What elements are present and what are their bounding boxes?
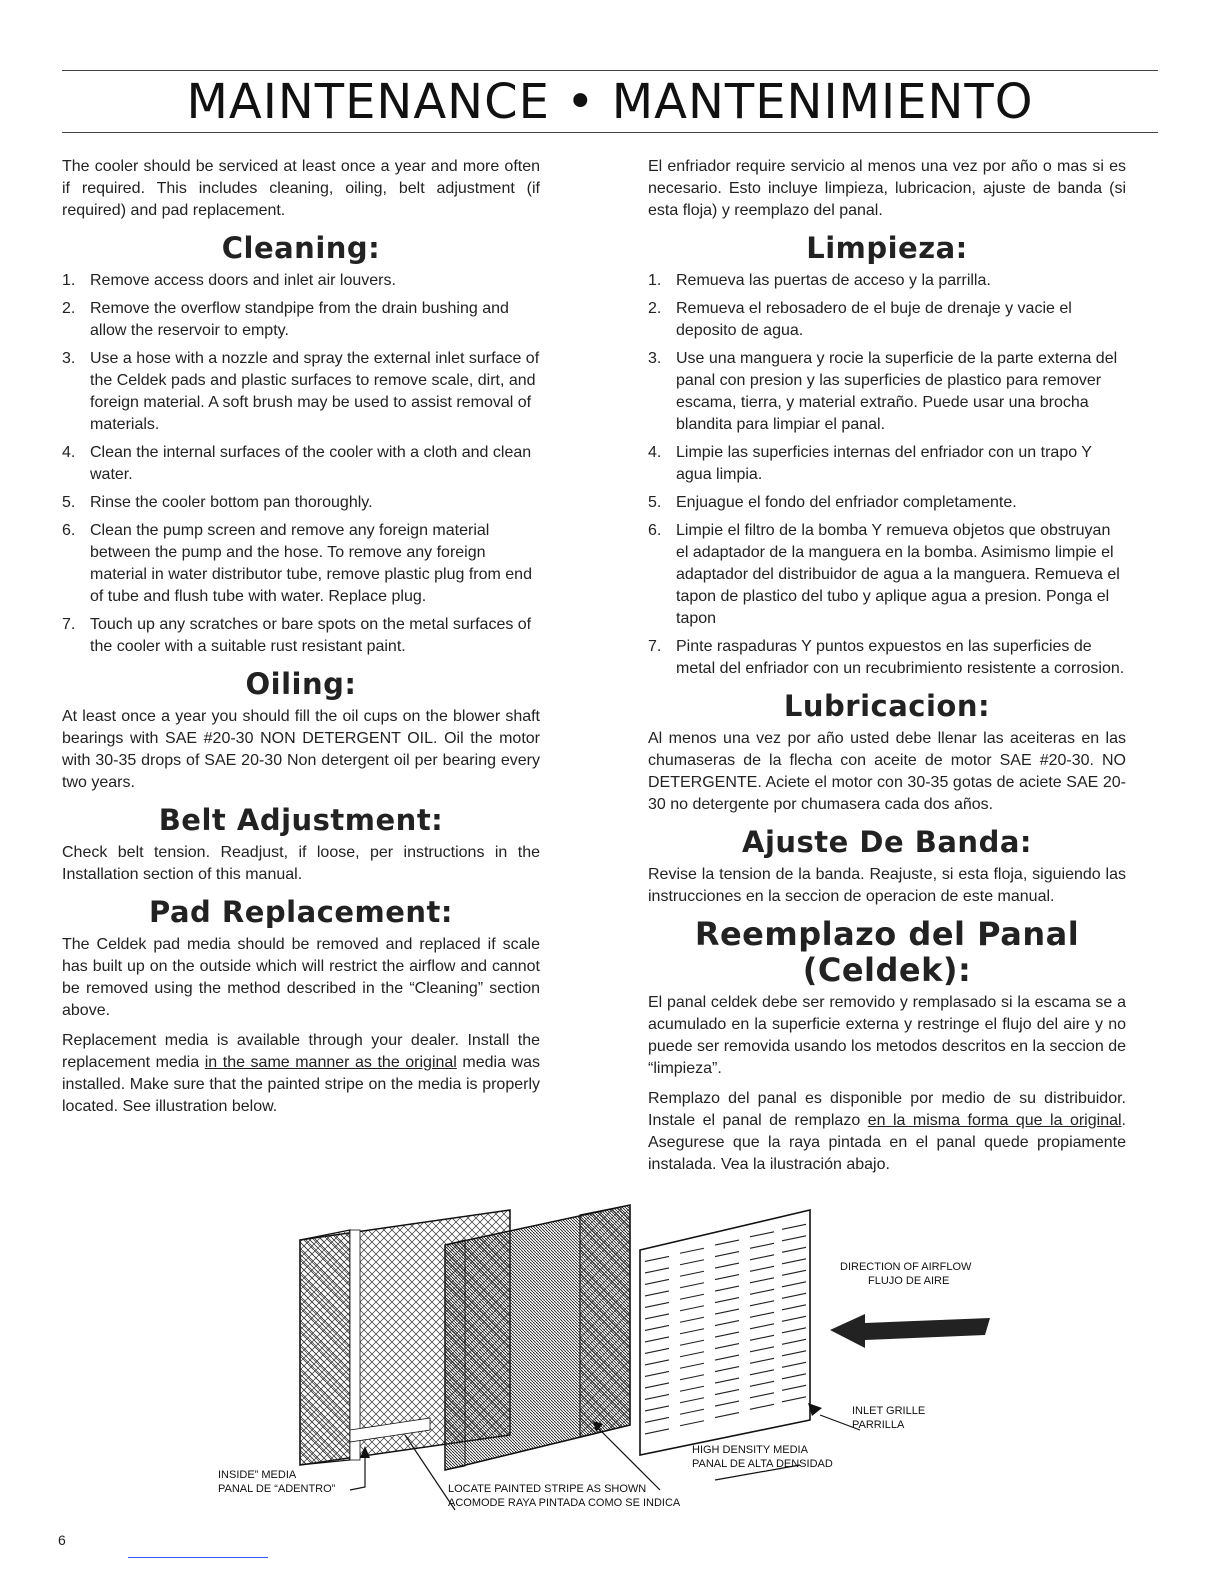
- limpieza-heading: Limpieza:: [806, 231, 968, 265]
- ajuste-banda-heading: Ajuste De Banda:: [742, 825, 1032, 859]
- limpieza-steps-list: [648, 270, 1126, 680]
- raya-label: ACOMODE RAYA PINTADA COMO SE INDICA: [448, 1497, 681, 1509]
- page-number: 6: [58, 1532, 66, 1548]
- page-title: MAINTENANCE • MANTENIMIENTO: [186, 74, 1034, 130]
- footer-line: [128, 1557, 268, 1558]
- direction-label: DIRECTION OF AIRFLOW: [840, 1261, 972, 1273]
- list-item: 6. Limpie el filtro de la bomba Y remueva objetos que obstruyan el adaptador de la manguera en la bomba. Asimismo limpie el adaptador del distribuidor de agua a la manguera. Remueva el tapon de plastico del tubo y aplique agua a presion. Ponga el tapon: [648, 522, 1120, 627]
- list-item: 2. Remueva el rebosadero de el buje de drenaje y vacie el deposito de agua.: [648, 300, 1072, 339]
- inlet-grille: [640, 1210, 810, 1455]
- list-item: 6. Clean the pump screen and remove any foreign material between the pump and the hose. To remove any foreign material in water distributor tube, remove plastic plug from end of tube and flush tube with water. Replace plug.: [62, 522, 532, 605]
- list-item: 3. Use a hose with a nozzle and spray the external inlet surface of the Celdek pads and plastic surfaces to remove scale, dirt, and foreign material. A soft brush may be used to assist removal of materials.: [62, 350, 540, 433]
- intro-text-es: El enfriador require servicio al menos una vez por año o mas si es necesario. Esto incluye limpieza, lubricacion, ajuste de banda (si esta floja) y reemplazo del panal.: [648, 158, 1126, 219]
- list-item: 4. Limpie las superficies internas del enfriador con un trapo Y agua limpia.: [648, 444, 1092, 483]
- list-item: 5. Enjuague el fondo del enfriador completamente.: [648, 494, 1017, 511]
- ajuste-banda-text: Revise la tension de la banda. Reajuste, si esta floja, siguiendo las instrucciones en la seccion de operacion de este manual.: [648, 866, 1126, 905]
- cleaning-heading: Cleaning:: [221, 231, 381, 265]
- lubricacion-text: Al menos una vez por año usted debe llenar las aceiteras en las chumaseras de la flecha con aceite de motor SAE #20-30. NO DETERGENTE. Aciete el motor con 30-35 gotas de aciete SAE 20-30 no detergente por chumasera cada dos años.: [648, 730, 1126, 813]
- pad-install-text: Replacement media is available through your dealer. Install the replacement media in the same manner as the original media was installed. Make sure that the painted stripe on the media is properly located. See illustration below.: [62, 1032, 540, 1115]
- inlet-grille-label: INLET GRILLE: [852, 1405, 926, 1417]
- flujo-label: FLUJO DE AIRE: [868, 1275, 950, 1287]
- reemplazo-panal-heading: Reemplazo del Panal (Celdek):: [694, 915, 1080, 989]
- belt-adjustment-text: Check belt tension. Readjust, if loose, per instructions in the Installation section of this manual.: [62, 844, 540, 883]
- pad-replacement-text: The Celdek pad media should be removed and replaced if scale has built up on the outside which will restrict the airflow and cannot be removed using the method described in the “Cleaning” section above.: [62, 936, 540, 1019]
- parrilla-label: PARRILLA: [852, 1419, 905, 1431]
- high-density-label: HIGH DENSITY MEDIA: [692, 1444, 808, 1456]
- list-item: 2. Remove the overflow standpipe from the drain bushing and allow the reservoir to empty.: [62, 300, 509, 339]
- english-column: [62, 156, 540, 1126]
- high-density-media-pad: [445, 1205, 630, 1470]
- intro-text: The cooler should be serviced at least once a year and more often if required. This includes cleaning, oiling, belt adjustment (if required) and pad replacement.: [62, 158, 540, 219]
- pad-illustration: [200, 1190, 1020, 1530]
- alta-densidad-label: PANAL DE ALTA DENSIDAD: [692, 1458, 833, 1470]
- stripe-label: LOCATE PAINTED STRIPE AS SHOWN: [448, 1483, 647, 1495]
- list-item: 1. Remove access doors and inlet air louvers.: [62, 272, 396, 289]
- reemplazo-panal-text: El panal celdek debe ser removido y remplasado si la escama se a acumulado en la superficie externa y restringe el flujo del aire y no puede ser removida usando los metodos descritos en la seccion de “limpieza”.: [648, 994, 1126, 1077]
- spanish-column: [648, 156, 1126, 1184]
- reemplazo-install-text: Remplazo del panal es disponible por medio de su distribuidor. Instale el panal de remplazo en la misma forma que la original. Asegurese que la raya pintada en el panal quede propiamente instalada. Vea la ilustración abajo.: [648, 1090, 1126, 1173]
- underlined-phrase: in the same manner as the original: [204, 1054, 457, 1071]
- list-item: 3. Use una manguera y rocie la superficie de la parte externa del panal con presion y las superficies de plastico para remover escama, tierra, y material extraño. Puede usar una brocha blandita para limpiar el panal.: [648, 350, 1118, 433]
- panal-adentro-label: PANAL DE “ADENTRO”: [218, 1483, 336, 1495]
- list-item: 7. Pinte raspaduras Y puntos expuestos en las superficies de metal del enfriador con un recubrimiento resistente a corrosion.: [648, 638, 1125, 677]
- top-rule: [62, 70, 1158, 71]
- inside-media-label: INSIDE” MEDIA: [218, 1469, 297, 1481]
- list-item: 4. Clean the internal surfaces of the cooler with a cloth and clean water.: [62, 444, 532, 483]
- oiling-text: At least once a year you should fill the oil cups on the blower shaft bearings with SAE #20-30 NON DETERGENT OIL. Oil the motor with 30-35 drops of SAE 20-30 Non detergent oil per bearing every two years.: [62, 708, 540, 791]
- cleaning-steps-list: [62, 270, 540, 658]
- title-bottom-rule: [62, 132, 1158, 133]
- lubricacion-heading: Lubricacion:: [783, 689, 991, 723]
- list-item: 5. Rinse the cooler bottom pan thoroughly.: [62, 494, 373, 511]
- oiling-heading: Oiling:: [245, 667, 357, 701]
- list-item: 1. Remueva las puertas de acceso y la parrilla.: [648, 272, 991, 289]
- list-item: 7. Touch up any scratches or bare spots on the metal surfaces of the cooler with a suitable rust resistant paint.: [62, 616, 532, 655]
- pad-replacement-heading: Pad Replacement:: [148, 895, 454, 929]
- underlined-phrase-es: en la misma forma que la original: [867, 1112, 1122, 1129]
- belt-adjustment-heading: Belt Adjustment:: [158, 803, 444, 837]
- airflow-arrow-icon: [830, 1314, 990, 1348]
